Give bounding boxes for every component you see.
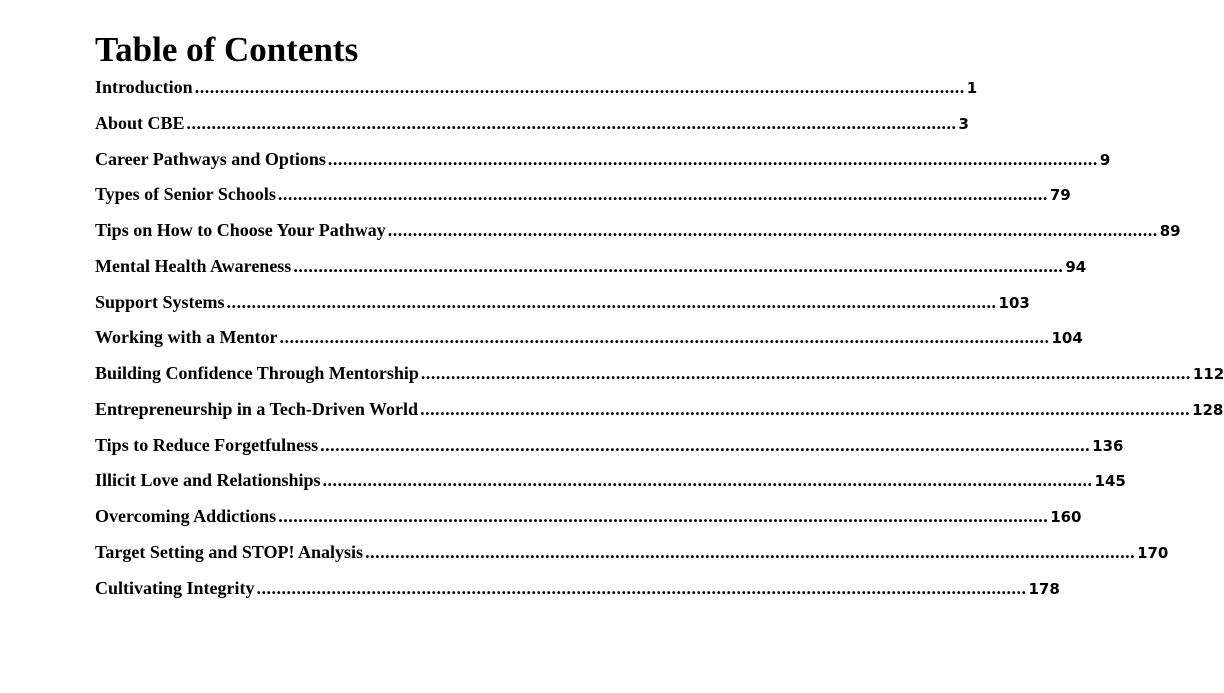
toc-page-number: 9 <box>1099 150 1111 169</box>
toc-page-number: 103 <box>998 293 1030 312</box>
toc-entry-title: Introduction <box>95 77 193 97</box>
toc-entry-title: Support Systems <box>95 291 225 312</box>
toc-entry[interactable] <box>95 571 1060 607</box>
toc-entry[interactable] <box>95 213 1181 249</box>
toc-dot-leader <box>365 535 1135 571</box>
toc-page-number: 89 <box>1159 222 1181 240</box>
toc-page-number: 3 <box>958 114 969 133</box>
toc-dot-leader <box>280 320 1050 356</box>
toc-page-number: 1 <box>966 79 978 97</box>
toc-page-number: 79 <box>1049 186 1071 205</box>
toc-dot-leader <box>187 106 957 142</box>
toc-dot-leader <box>420 392 1190 428</box>
toc-entry-title: Overcoming Addictions <box>95 506 277 526</box>
toc-entry-title: Tips to Reduce Forgetfulness <box>95 434 319 455</box>
toc-entry-title: Target Setting and STOP! Analysis <box>95 541 364 562</box>
toc-page-number: 94 <box>1065 257 1087 276</box>
toc-entry[interactable] <box>95 177 1071 213</box>
toc-entry[interactable] <box>95 249 1087 285</box>
toc-entry-title: About CBE <box>95 112 185 133</box>
toc-dot-leader <box>328 142 1098 178</box>
toc-dot-leader <box>257 571 1027 607</box>
toc-page-number: 160 <box>1050 508 1082 526</box>
toc-dot-leader <box>278 177 1048 213</box>
table-of-contents <box>95 70 1224 606</box>
toc-dot-leader <box>195 70 965 106</box>
toc-page-number: 170 <box>1137 543 1169 562</box>
toc-entry-title: Types of Senior Schools <box>95 184 276 205</box>
toc-entry[interactable] <box>95 392 1224 428</box>
toc-entry-title: Entrepreneurship in a Tech-Driven World <box>95 398 419 419</box>
toc-entry[interactable] <box>95 535 1169 571</box>
toc-entry-title: Cultivating Integrity <box>95 577 255 598</box>
toc-entry-title: Mental Health Awareness <box>95 255 292 276</box>
toc-dot-leader <box>278 499 1048 535</box>
toc-page-number: 104 <box>1051 329 1083 348</box>
toc-page-number: 136 <box>1092 436 1124 455</box>
toc-entry[interactable] <box>95 285 1030 321</box>
toc-dot-leader <box>320 428 1090 464</box>
toc-dot-leader <box>421 356 1191 392</box>
toc-page-number: 128 <box>1192 400 1224 419</box>
toc-page-number: 145 <box>1094 472 1126 491</box>
toc-entry[interactable] <box>95 70 978 106</box>
toc-entry[interactable] <box>95 320 1083 356</box>
toc-dot-leader <box>227 285 997 321</box>
page-title: Table of Contents <box>95 30 359 69</box>
toc-entry-title: Working with a Mentor <box>95 327 278 348</box>
toc-entry[interactable] <box>95 499 1082 535</box>
toc-entry-title: Building Confidence Through Mentorship <box>95 363 419 383</box>
toc-entry[interactable] <box>95 356 1224 392</box>
toc-page-number: 112 <box>1192 365 1224 383</box>
toc-entry-title: Career Pathways and Options <box>95 148 326 169</box>
toc-entry-title: Tips on How to Choose Your Pathway <box>95 220 386 240</box>
toc-entry[interactable] <box>95 463 1126 499</box>
toc-dot-leader <box>323 463 1093 499</box>
toc-dot-leader <box>293 249 1063 285</box>
toc-dot-leader <box>388 213 1158 249</box>
toc-page-number: 178 <box>1028 579 1060 598</box>
toc-entry[interactable] <box>95 142 1111 178</box>
toc-entry[interactable] <box>95 106 969 142</box>
toc-entry[interactable] <box>95 428 1124 464</box>
toc-viewport <box>0 70 1224 598</box>
toc-entry-title: Illicit Love and Relationships <box>95 470 321 491</box>
